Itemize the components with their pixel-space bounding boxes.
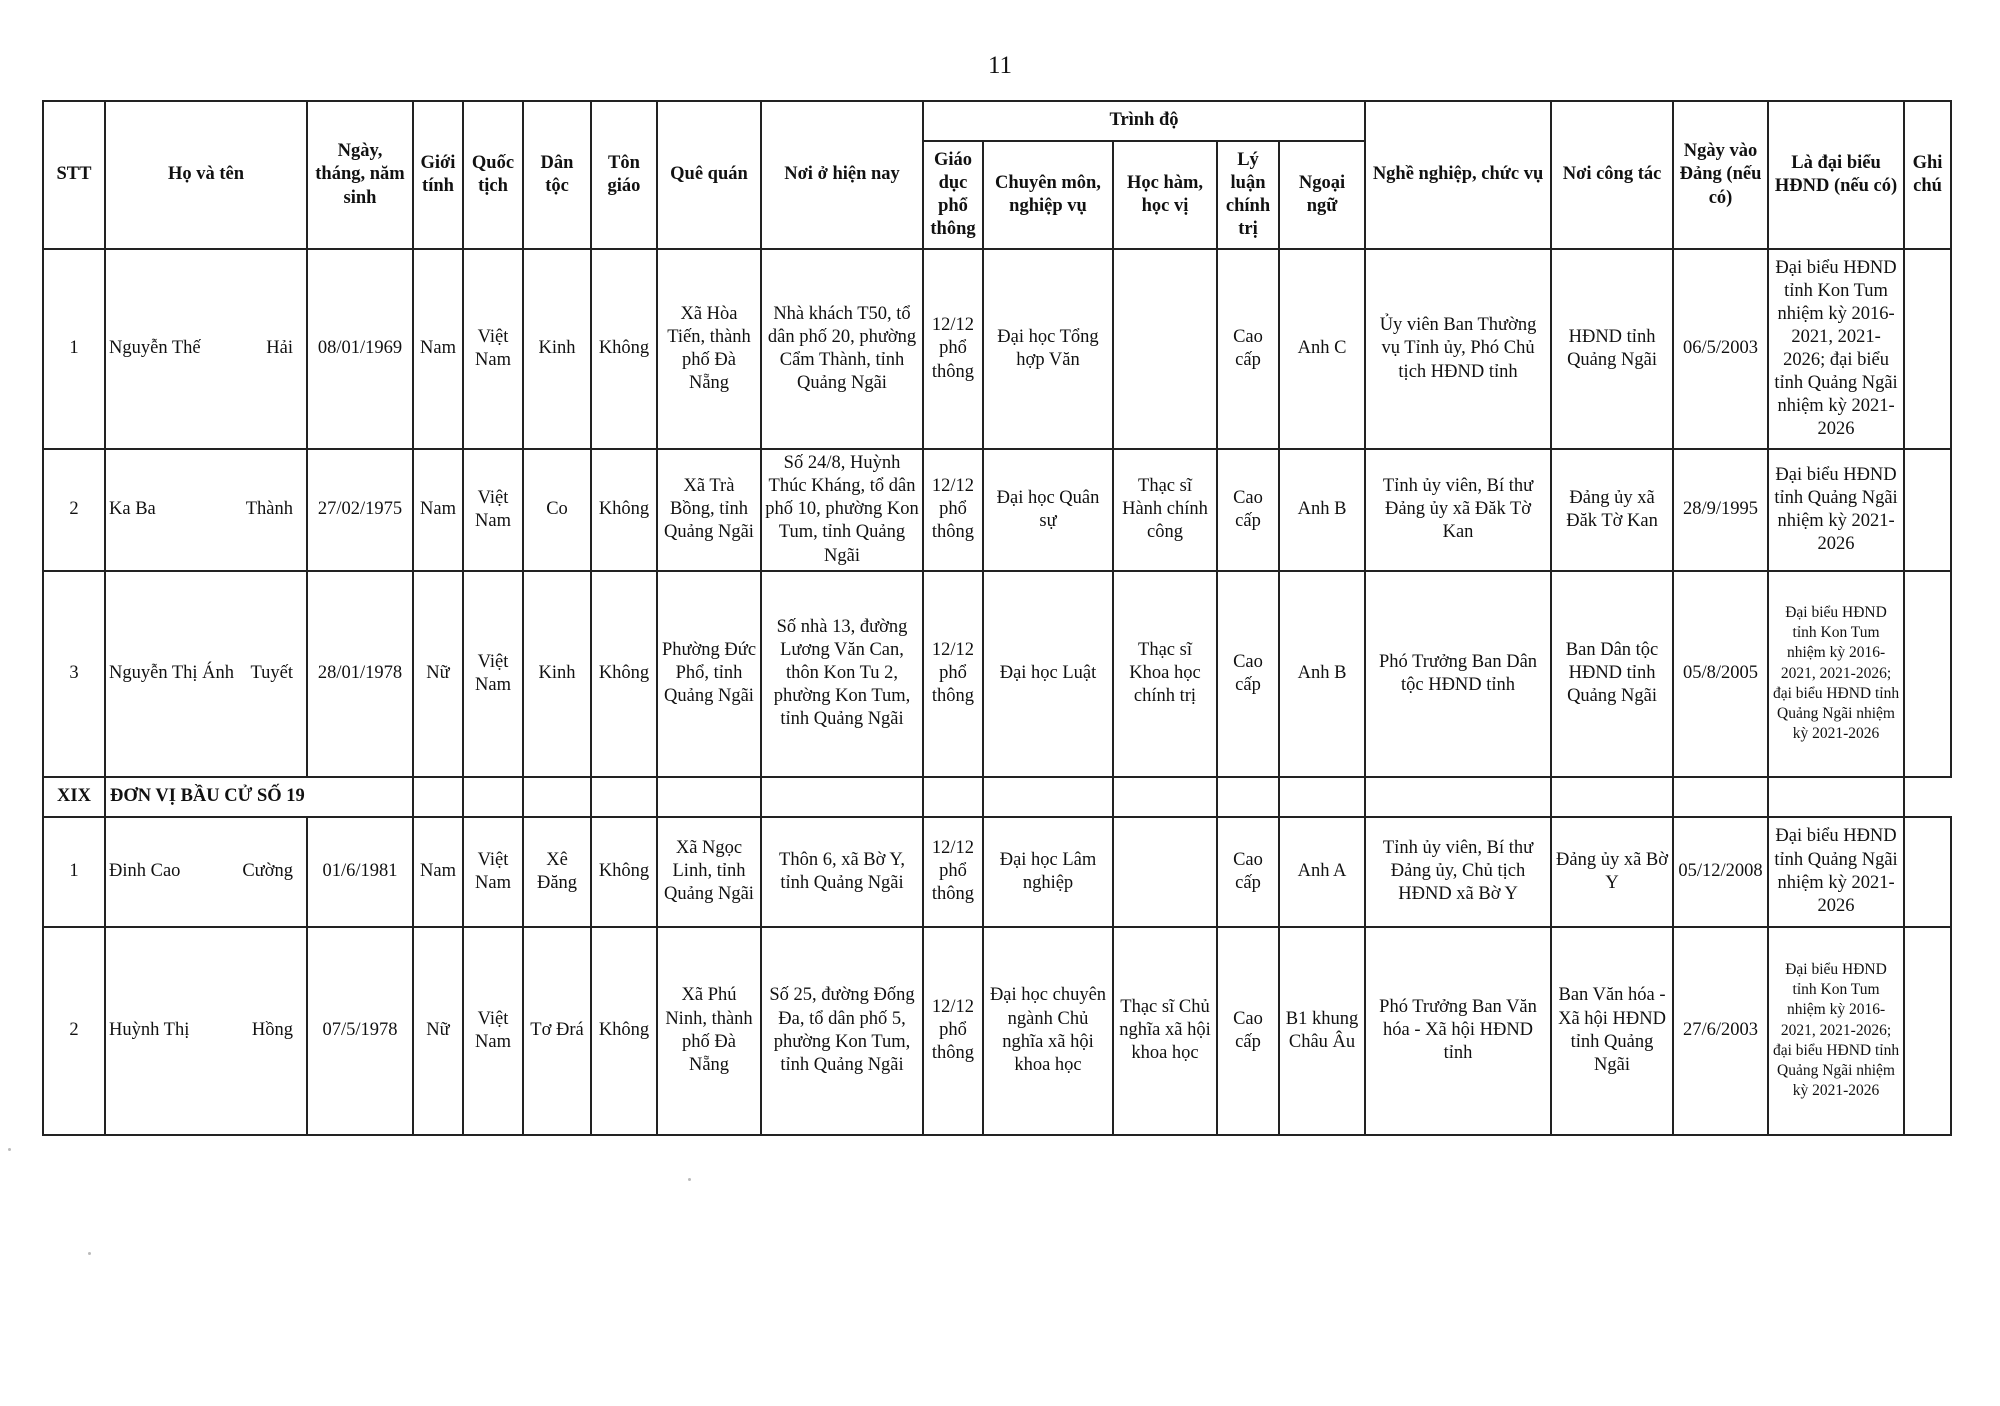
- table-row: [43, 817, 1951, 927]
- header-birth-date: Ngày, tháng, năm sinh: [307, 101, 413, 249]
- header-religion: Tôn giáo: [591, 101, 657, 249]
- cell-religion: Không: [591, 571, 657, 777]
- header-ethnicity: Dân tộc: [523, 101, 591, 249]
- cell-nationality: Việt Nam: [463, 249, 523, 449]
- cell-full-name: [105, 571, 307, 777]
- cell-residence: Số nhà 13, đường Lương Văn Can, thôn Kon Tu 2, phường Kon Tum, tỉnh Quảng Ngãi: [761, 571, 923, 777]
- given-name: Hải: [266, 338, 293, 359]
- header-residence: Nơi ở hiện nay: [761, 101, 923, 249]
- cell-workplace: Ban Văn hóa - Xã hội HĐND tỉnh Quảng Ngãi: [1551, 927, 1673, 1135]
- header-notes: Ghi chú: [1904, 101, 1951, 249]
- table-row: [43, 571, 1951, 777]
- cell-gender: Nữ: [413, 927, 463, 1135]
- cell-academic-degree: Thạc sĩ Hành chính công: [1113, 449, 1217, 571]
- table-body: [43, 249, 1951, 1135]
- cell-academic-degree: [1113, 249, 1217, 449]
- section-row: [43, 777, 1951, 817]
- cell-occupation: Ủy viên Ban Thường vụ Tỉnh ủy, Phó Chủ tịch HĐND tỉnh: [1365, 249, 1551, 449]
- cell-residence: Số 25, đường Đống Đa, tổ dân phố 5, phường Kon Tum, tỉnh Quảng Ngãi: [761, 927, 923, 1135]
- candidate-table: [42, 100, 1952, 1136]
- cell-ethnicity: Tơ Đrá: [523, 927, 591, 1135]
- header-academic-degree: Học hàm, học vị: [1113, 141, 1217, 249]
- given-name: Tuyết: [250, 663, 293, 684]
- cell-workplace: Đảng ủy xã Đăk Tờ Kan: [1551, 449, 1673, 571]
- cell-nationality: Việt Nam: [463, 571, 523, 777]
- cell-council-delegate: Đại biểu HĐND tỉnh Quảng Ngãi nhiệm kỳ 2021-2026: [1768, 449, 1904, 571]
- scan-speck: [88, 1252, 91, 1255]
- header-foreign-language: Ngoại ngữ: [1279, 141, 1365, 249]
- cell-specialization: Đại học Lâm nghiệp: [983, 817, 1113, 927]
- surname: Nguyễn Thế: [109, 338, 201, 359]
- given-name: Cường: [242, 861, 293, 882]
- cell-birth-date: 01/6/1981: [307, 817, 413, 927]
- cell-party-date: 27/6/2003: [1673, 927, 1768, 1135]
- cell-occupation: Phó Trưởng Ban Văn hóa - Xã hội HĐND tỉnh: [1365, 927, 1551, 1135]
- header-general-education: Giáo dục phổ thông: [923, 141, 983, 249]
- surname: Nguyễn Thị Ánh: [109, 663, 235, 684]
- cell-council-delegate: Đại biểu HĐND tỉnh Kon Tum nhiệm kỳ 2016-2021, 2021-2026; đại biểu HĐND tỉnh Quảng Ngãi nhiệm kỳ 2021-2026: [1768, 571, 1904, 777]
- cell-hometown: Xã Trà Bồng, tỉnh Quảng Ngãi: [657, 449, 761, 571]
- cell-political-theory: Cao cấp: [1217, 449, 1279, 571]
- cell-party-date: 28/9/1995: [1673, 449, 1768, 571]
- page-number: 11: [987, 52, 1013, 79]
- cell-birth-date: 07/5/1978: [307, 927, 413, 1135]
- cell-political-theory: Cao cấp: [1217, 927, 1279, 1135]
- cell-nationality: Việt Nam: [463, 927, 523, 1135]
- cell-academic-degree: Thạc sĩ Chủ nghĩa xã hội khoa học: [1113, 927, 1217, 1135]
- cell-specialization: Đại học Quân sự: [983, 449, 1113, 571]
- cell-religion: Không: [591, 817, 657, 927]
- cell-stt: 1: [43, 817, 105, 927]
- cell-general-education: 12/12 phổ thông: [923, 927, 983, 1135]
- cell-general-education: 12/12 phổ thông: [923, 249, 983, 449]
- table-row: [43, 449, 1951, 571]
- cell-full-name: [105, 249, 307, 449]
- cell-general-education: 12/12 phổ thông: [923, 817, 983, 927]
- surname: Đinh Cao: [109, 861, 181, 882]
- cell-gender: Nam: [413, 449, 463, 571]
- cell-notes: [1904, 817, 1951, 927]
- cell-gender: Nam: [413, 249, 463, 449]
- cell-foreign-language: Anh A: [1279, 817, 1365, 927]
- cell-occupation: Phó Trưởng Ban Dân tộc HĐND tỉnh: [1365, 571, 1551, 777]
- cell-hometown: Xã Hòa Tiến, thành phố Đà Nẵng: [657, 249, 761, 449]
- header-stt: STT: [43, 101, 105, 249]
- cell-full-name: [105, 817, 307, 927]
- cell-specialization: Đại học chuyên ngành Chủ nghĩa xã hội khoa học: [983, 927, 1113, 1135]
- cell-residence: Số 24/8, Huỳnh Thúc Kháng, tổ dân phố 10, phường Kon Tum, tỉnh Quảng Ngãi: [761, 449, 923, 571]
- cell-notes: [1904, 571, 1951, 777]
- cell-specialization: Đại học Luật: [983, 571, 1113, 777]
- cell-ethnicity: Xê Đăng: [523, 817, 591, 927]
- cell-academic-degree: [1113, 817, 1217, 927]
- cell-ethnicity: Kinh: [523, 571, 591, 777]
- header-hometown: Quê quán: [657, 101, 761, 249]
- cell-occupation: Tỉnh ủy viên, Bí thư Đảng ủy, Chủ tịch HĐND xã Bờ Y: [1365, 817, 1551, 927]
- header-political-theory: Lý luận chính trị: [1217, 141, 1279, 249]
- scan-speck: [8, 1148, 11, 1151]
- header-gender: Giới tính: [413, 101, 463, 249]
- cell-general-education: 12/12 phổ thông: [923, 571, 983, 777]
- table-header: [43, 101, 1951, 249]
- cell-foreign-language: B1 khung Châu Âu: [1279, 927, 1365, 1135]
- cell-general-education: 12/12 phổ thông: [923, 449, 983, 571]
- cell-stt: 2: [43, 927, 105, 1135]
- cell-nationality: Việt Nam: [463, 817, 523, 927]
- header-workplace: Nơi công tác: [1551, 101, 1673, 249]
- cell-political-theory: Cao cấp: [1217, 571, 1279, 777]
- cell-political-theory: Cao cấp: [1217, 249, 1279, 449]
- cell-party-date: 06/5/2003: [1673, 249, 1768, 449]
- cell-council-delegate: Đại biểu HĐND tỉnh Kon Tum nhiệm kỳ 2016-2021, 2021-2026; đại biểu tỉnh Quảng Ngãi nhiệm kỳ 2021-2026: [1768, 249, 1904, 449]
- cell-notes: [1904, 927, 1951, 1135]
- cell-hometown: Phường Đức Phổ, tỉnh Quảng Ngãi: [657, 571, 761, 777]
- cell-specialization: Đại học Tổng hợp Văn: [983, 249, 1113, 449]
- cell-party-date: 05/12/2008: [1673, 817, 1768, 927]
- table-row: [43, 927, 1951, 1135]
- cell-nationality: Việt Nam: [463, 449, 523, 571]
- cell-birth-date: 27/02/1975: [307, 449, 413, 571]
- cell-foreign-language: Anh C: [1279, 249, 1365, 449]
- surname: Ka Ba: [109, 499, 156, 520]
- cell-notes: [1904, 449, 1951, 571]
- cell-residence: Nhà khách T50, tổ dân phố 20, phường Cẩm Thành, tỉnh Quảng Ngãi: [761, 249, 923, 449]
- cell-council-delegate: Đại biểu HĐND tỉnh Kon Tum nhiệm kỳ 2016-2021, 2021-2026; đại biểu HĐND tỉnh Quảng Ngãi nhiệm kỳ 2021-2026: [1768, 927, 1904, 1135]
- header-full-name: Họ và tên: [105, 101, 307, 249]
- cell-hometown: Xã Ngọc Linh, tỉnh Quảng Ngãi: [657, 817, 761, 927]
- cell-occupation: Tỉnh ủy viên, Bí thư Đảng ủy xã Đăk Tờ Kan: [1365, 449, 1551, 571]
- scan-speck: [688, 1178, 691, 1181]
- cell-gender: Nam: [413, 817, 463, 927]
- cell-academic-degree: Thạc sĩ Khoa học chính trị: [1113, 571, 1217, 777]
- cell-notes: [1904, 249, 1951, 449]
- cell-workplace: Ban Dân tộc HĐND tỉnh Quảng Ngãi: [1551, 571, 1673, 777]
- cell-birth-date: 08/01/1969: [307, 249, 413, 449]
- header-party-date: Ngày vào Đảng (nếu có): [1673, 101, 1768, 249]
- cell-ethnicity: Kinh: [523, 249, 591, 449]
- cell-stt: 2: [43, 449, 105, 571]
- cell-political-theory: Cao cấp: [1217, 817, 1279, 927]
- header-occupation: Nghề nghiệp, chức vụ: [1365, 101, 1551, 249]
- surname: Huỳnh Thị: [109, 1020, 190, 1041]
- cell-birth-date: 28/01/1978: [307, 571, 413, 777]
- cell-full-name: [105, 449, 307, 571]
- header-council-delegate: Là đại biểu HĐND (nếu có): [1768, 101, 1904, 249]
- given-name: Thành: [245, 499, 293, 520]
- cell-hometown: Xã Phú Ninh, thành phố Đà Nẵng: [657, 927, 761, 1135]
- cell-religion: Không: [591, 927, 657, 1135]
- given-name: Hồng: [251, 1020, 293, 1041]
- cell-foreign-language: Anh B: [1279, 571, 1365, 777]
- cell-residence: Thôn 6, xã Bờ Y, tỉnh Quảng Ngãi: [761, 817, 923, 927]
- cell-party-date: 05/8/2005: [1673, 571, 1768, 777]
- header-qualifications: Trình độ: [923, 101, 1365, 141]
- cell-workplace: Đảng ủy xã Bờ Y: [1551, 817, 1673, 927]
- cell-religion: Không: [591, 449, 657, 571]
- section-title: ĐƠN VỊ BẦU CỬ SỐ 19: [105, 777, 413, 817]
- cell-stt: 3: [43, 571, 105, 777]
- cell-ethnicity: Co: [523, 449, 591, 571]
- table-row: [43, 249, 1951, 449]
- cell-workplace: HĐND tỉnh Quảng Ngãi: [1551, 249, 1673, 449]
- cell-full-name: [105, 927, 307, 1135]
- section-numeral: XIX: [43, 777, 105, 817]
- cell-gender: Nữ: [413, 571, 463, 777]
- header-nationality: Quốc tịch: [463, 101, 523, 249]
- cell-religion: Không: [591, 249, 657, 449]
- header-specialization: Chuyên môn, nghiệp vụ: [983, 141, 1113, 249]
- cell-council-delegate: Đại biểu HĐND tỉnh Quảng Ngãi nhiệm kỳ 2021-2026: [1768, 817, 1904, 927]
- cell-stt: 1: [43, 249, 105, 449]
- cell-foreign-language: Anh B: [1279, 449, 1365, 571]
